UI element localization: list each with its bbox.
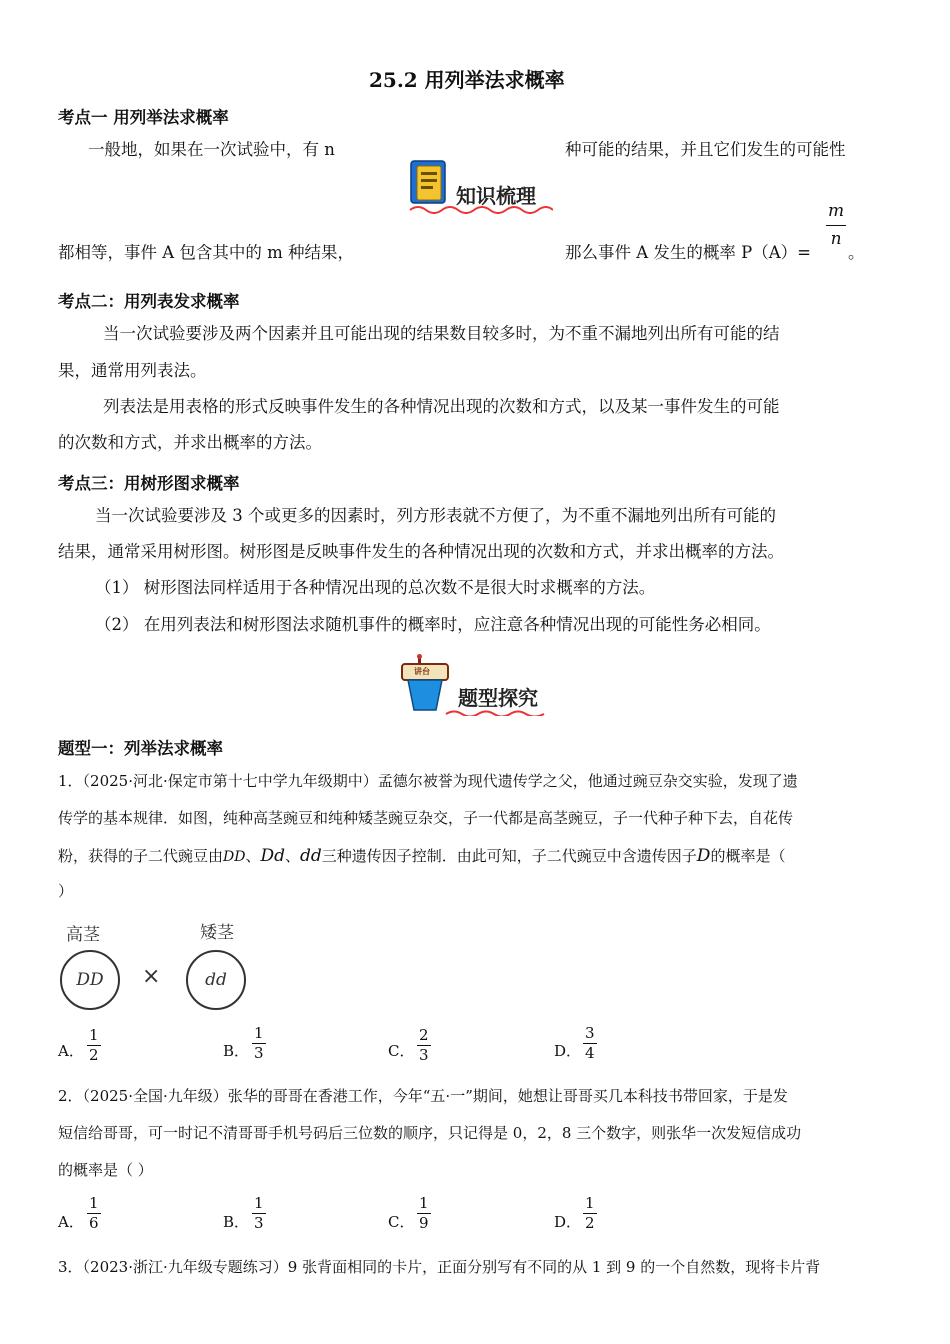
q1-option-a-label: A． (58, 1042, 84, 1060)
probability-fraction (826, 203, 846, 248)
section3-p1b: 结果，通常采用树形图。树形图是反映事件发生的各种情况出现的次数和方式，并求出概率的方法。 (58, 542, 784, 561)
section1-heading: 考点一 用列举法求概率 (58, 108, 229, 127)
section2-p1b: 果，通常用列表法。 (58, 361, 207, 380)
q1-sep1: 、 (245, 847, 261, 865)
q3-line1: 3．（2023·浙江·九年级专题练习）9 张背面相同的卡片，正面分别写有不同的从 1 到 9 的一个自然数，现将卡片背 (58, 1258, 821, 1276)
fig-dd-circle (186, 950, 246, 1010)
fig-short-label: 矮茎 (200, 923, 234, 943)
q2-option-a-fraction: 1 6 (89, 1194, 99, 1232)
fig-times-sign: × (142, 964, 161, 989)
q2-option-b-label: B． (223, 1213, 250, 1231)
q1-option-c-fraction: 2 3 (419, 1026, 429, 1064)
q1-line3 (58, 846, 785, 866)
section1-line1-right: 种可能的结果，并且它们发生的可能性 (565, 140, 846, 159)
q2-option-c-fraction: 1 9 (419, 1194, 429, 1232)
page-title: 25.2 用列举法求概率 (369, 68, 565, 92)
q2-option-d-fraction: 1 2 (585, 1194, 595, 1232)
section1-line2-right: 那么事件 A 发生的概率 P（A）= (565, 243, 811, 262)
knowledge-banner (408, 158, 553, 214)
q1-line1: 1．（2025·河北·保定市第十七中学九年级期中）孟德尔被誉为现代遗传学之父，他通过豌豆杂交实验，发现了遗 (58, 772, 798, 790)
q1-line2: 传学的基本规律．如图，纯种高茎豌豆和纯种矮茎豌豆杂交，子一代都是高茎豌豆，子一代种子种下去，自花传 (58, 809, 794, 827)
q1-line3-c: 的概率是（ (710, 847, 786, 865)
section3-item1: （1） 树形图法同样适用于各种情况出现的总次数不是很大时求概率的方法。 (95, 578, 656, 597)
q1-option-b-fraction: 1 3 (254, 1024, 264, 1062)
q1-line4: ） (58, 882, 74, 900)
section3-item2: （2） 在用列表法和树形图法求随机事件的概率时，应注意各种情况出现的可能性务必相同。 (95, 615, 771, 634)
q2-line3: 的概率是（ ） (58, 1161, 153, 1179)
q1-D: D (696, 846, 711, 866)
q1-option-b-label: B． (223, 1042, 250, 1060)
q1-option-a-fraction: 1 2 (89, 1026, 99, 1064)
fig-DD-circle (60, 950, 120, 1010)
section1-line2-end: 。 (848, 243, 865, 262)
q1-option-d-label: D． (554, 1042, 582, 1060)
fig-DD-text: DD (76, 970, 104, 990)
q1-dd: dd (300, 846, 322, 866)
q2-option-d-label: D． (554, 1213, 582, 1231)
q1-DD: DD (223, 849, 246, 865)
section2-p2a: 列表法是用表格的形式反映事件发生的各种情况出现的次数和方式，以及某一事件发生的可能 (103, 397, 780, 416)
q1-option-c-label: C． (388, 1042, 415, 1060)
q1-option-d-fraction: 3 4 (585, 1024, 595, 1062)
section2-p1a: 当一次试验要涉及两个因素并且可能出现的结果数目较多时，为不重不漏地列出所有可能的结 (103, 324, 780, 343)
q2-option-b-fraction: 1 3 (254, 1194, 264, 1232)
section3-p1a: 当一次试验要涉及 3 个或更多的因素时，列方形表就不方便了，为不重不漏地列出所有可能的 (95, 506, 776, 525)
section2-heading: 考点二：用列表发求概率 (58, 292, 240, 311)
q2-line1: 2．（2025·全国·九年级）张华的哥哥在香港工作，今年“五·一”期间，她想让哥哥买几本科技书带回家，于是发 (58, 1087, 788, 1105)
type1-heading: 题型一：列举法求概率 (58, 739, 223, 758)
podium-board-text: 讲台 (414, 667, 430, 676)
q2-option-c-label: C． (388, 1213, 415, 1231)
q2-line2: 短信给哥哥，可一时记不清哥哥手机号码后三位数的顺序，只记得是 0，2，8 三个数字，则张华一次发短信成功 (58, 1124, 802, 1142)
question-types-banner (398, 654, 548, 716)
fig-tall-label: 高茎 (66, 925, 100, 945)
section1-line1-left: 一般地，如果在一次试验中，有 n (88, 140, 335, 159)
fraction-denominator: n (830, 229, 842, 249)
q1-Dd: Dd (260, 846, 285, 866)
q1-line3-a: 粉，获得的子二代豌豆由 (58, 847, 224, 865)
fraction-numerator: m (828, 201, 845, 221)
banner-knowledge-text: 知识梳理 (456, 184, 536, 208)
section1-line2-left: 都相等，事件 A 包含其中的 m 种结果， (58, 243, 355, 262)
section2-p2b: 的次数和方式，并求出概率的方法。 (58, 433, 322, 452)
q1-sep2: 、 (285, 847, 301, 865)
section3-heading: 考点三：用树形图求概率 (58, 474, 240, 493)
fig-dd-text: dd (205, 970, 227, 990)
q1-line3-b: 三种遗传因子控制．由此可知，子二代豌豆中含遗传因子 (321, 847, 697, 865)
q2-option-a-label: A． (58, 1213, 84, 1231)
banner-question-types-text: 题型探究 (458, 686, 538, 710)
